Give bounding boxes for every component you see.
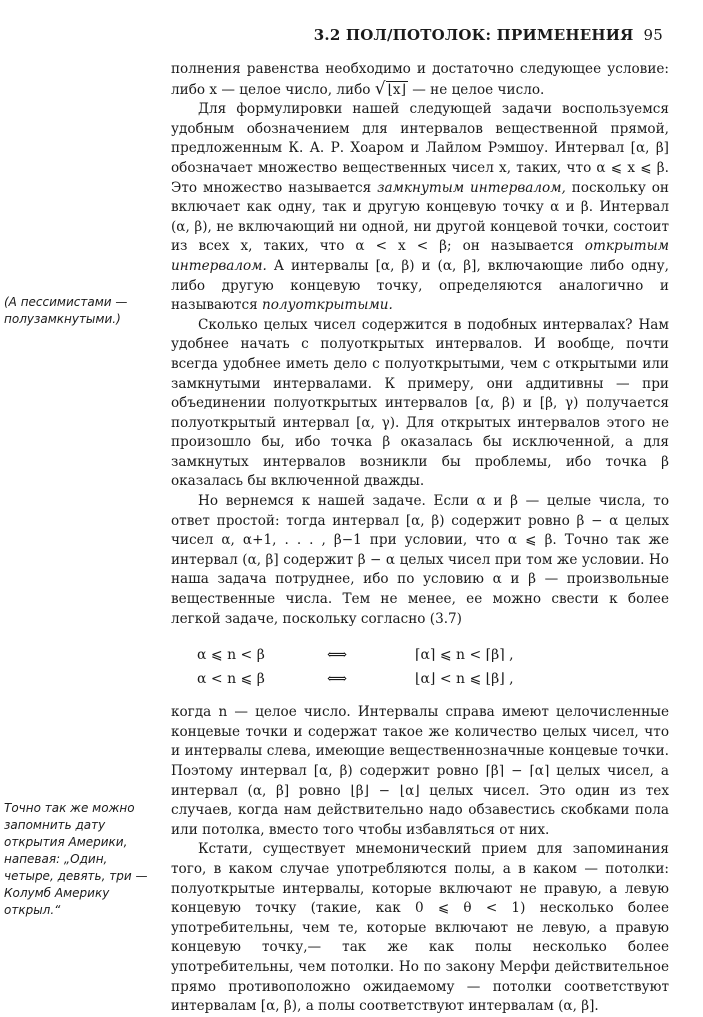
- margin-note-text: (А пессимистами — полузамкнутыми.): [4, 295, 128, 326]
- display-equations: [197, 643, 669, 691]
- paragraph-half-open: Сколько целых чисел содержится в подобных интервалах? Нам удобнее начать с полуоткрытых интервалов. И вообще, почти всегда удобнее иметь дело с полуоткрытыми, чем с открытыми или замкнутыми интервалами. К примеру, они аддитивны — при объединении полуоткрытых интервалов [α, β) и [β, γ) получается полуоткрытый интервал [α, γ). Для открытых интервалов этого не произошло бы, ибо точка β оказалась бы исключенной, а для замкнутых интервалов возникли бы проблемы, ибо точка β оказалась бы включенной дважды.: [171, 316, 669, 490]
- equation-rhs: ⌈α⌉ ⩽ n < ⌈β⌉ ,: [415, 647, 514, 664]
- paragraph-counting: Но вернемся к нашей задаче. Если α и β — целые числа, то ответ простой: тогда интервал [α, β) содержит ровно β − α целых чисел α, α+1, . . . , β−1 при условии, что α ⩽ β. Точно так же интервал (α, β] содержит β − α целых чисел при том же условии. Но наша задача потруднее, ибо по условию α и β — произвольные вещественные числа. Тем не менее, ее можно свести к более легкой задаче, поскольку согласно (3.7): [171, 493, 669, 627]
- emphasis-half-open: полуоткрытыми.: [262, 297, 393, 314]
- main-text-column: [171, 60, 669, 1017]
- text-run: — не целое число.: [407, 81, 545, 98]
- radicand: ⌊x⌋: [387, 81, 406, 98]
- paragraph-intervals-definition: [171, 100, 669, 316]
- paragraph-continuation: [171, 60, 669, 100]
- iff-symbol: ⟺: [327, 671, 348, 688]
- text-run: А интервалы [α, β) и (α, β], включающие либо одну, либо другую концевую точку, определяются аналогично и называются: [171, 257, 669, 314]
- text-run: поскольку он включает как одну, так и другую концевую точку α и β. Интервал (α, β), не включающий ни одной, ни другой концевой точки, состоит из всех x, таких, что α < x < β; он называется: [171, 179, 669, 255]
- equation-row: [197, 667, 669, 691]
- emphasis-closed-interval: замкнутым интервалом,: [377, 179, 566, 196]
- page-number: 95: [643, 26, 663, 44]
- margin-note-text: Точно так же можно запомнить дату открытия Америки, напевая: „Один, четыре, девять, три — Колумб Америку открыл.“: [4, 801, 148, 917]
- sqrt-floor-x: [374, 78, 408, 99]
- section-title: 3.2 ПОЛ/ПОТОЛОК: ПРИМЕНЕНИЯ: [313, 26, 634, 44]
- paragraph-after-display: когда n — целое число. Интервалы справа имеют целочисленные концевые точки и содержат такое же количество целых чисел, что и интервалы слева, имеющие вещественнозначные концевые точки. Поэтому интервал [α, β) содержит ровно ⌈β⌉ − ⌈α⌉ целых чисел, а интервал (α, β] ровно ⌊β⌋ − ⌊α⌋ целых чисел. Это один из тех случаев, когда нам действительно надо обзавестись скобками пола или потолка, вместо того чтобы избавляться от них.: [171, 704, 669, 838]
- emphasis-open-interval: открытым интервалом.: [171, 238, 669, 274]
- equation-lhs: α < n ⩽ β: [197, 671, 265, 688]
- text-run: Для формулировки нашей следующей задачи воспользуемся удобным обозначением для интервалов вещественной прямой, предложенным К. А. Р. Хоаром и Лайлом Рэмшоу. Интервал [α, β] обозначает множество вещественных чисел x, таких, что α ⩽ x ⩽ β. Это множество называется: [171, 101, 669, 196]
- equation-row: [197, 643, 669, 667]
- equation-rhs: ⌊α⌋ < n ⩽ ⌊β⌋ ,: [415, 671, 514, 688]
- margin-note-america: [4, 800, 154, 919]
- text-run: полнения равенства необходимо и достаточно следующее условие: либо x — целое число, либо: [171, 61, 669, 98]
- paragraph-mnemonic: Кстати, существует мнемонический прием для запоминания того, в каком случае употребляются полы, а в каком — потолки: полуоткрытые интервалы, которые включают не правую, а левую концевую точку (такие, как 0 ⩽ θ < 1) несколько более употребительны, чем те, которые включают не левую, а правую концевую точку,— так же как полы несколько более употребительны, чем потолки. Но по закону Мерфи действительное прямо противоположно ожидаемому — потолки соответствуют интервалам [α, β), а полы соответствуют интервалам (α, β].: [171, 841, 669, 1015]
- radical-sign: √: [374, 78, 386, 99]
- page-header: [0, 24, 703, 48]
- iff-symbol: ⟺: [327, 647, 348, 664]
- margin-note-pessimists: [4, 294, 164, 328]
- running-head: [314, 26, 663, 44]
- equation-lhs: α ⩽ n < β: [197, 647, 265, 664]
